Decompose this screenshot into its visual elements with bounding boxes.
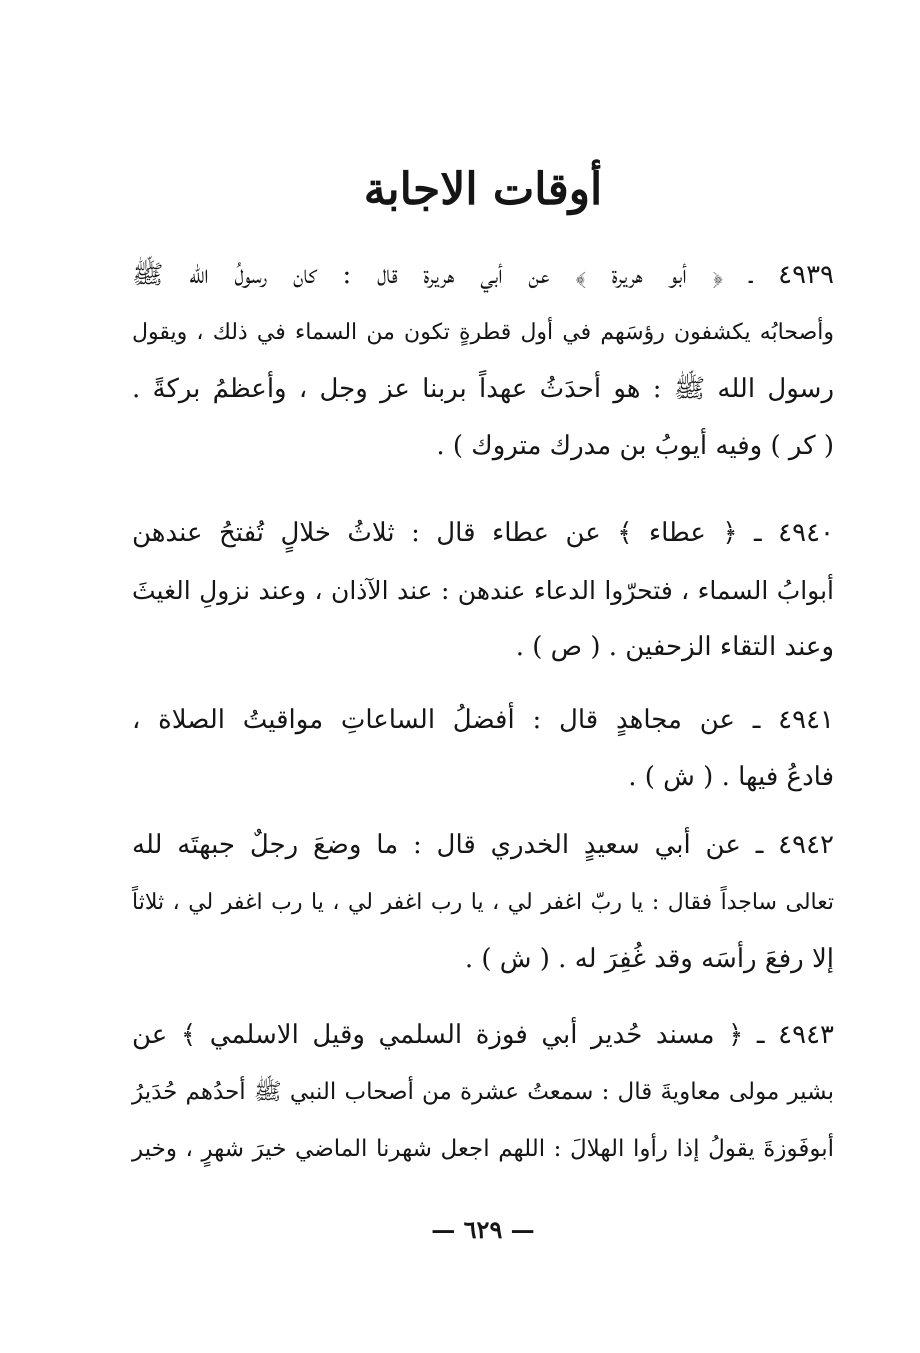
hadith-entry-4940 [132, 505, 834, 676]
page-number: — ٦٢٩ — [431, 1215, 535, 1244]
text-line: بشير مولى معاويةَ قال : سمعتُ عشرة من أصحاب النبي ﷺ أحدُهم حُدَيرُ [132, 1079, 834, 1105]
text-line: إلا رفعَ رأسَه وقد غُفِرَ له . ( ش ) . [464, 944, 834, 974]
text-line: رسول الله ﷺ : هو أحدَثُ عهداً بربنا عز وجل ، وأعظمُ بركةً . [132, 374, 834, 404]
text-line: ٤٩٤١ ـ عن مجاهدٍ قال : أفضلُ الساعاتِ مواقيتُ الصلاة ، [132, 705, 834, 735]
page-title: أوقات الاجابة [363, 164, 603, 215]
text-line: وعند التقاء الزحفين . ( ص ) . [515, 632, 834, 662]
text-line: تعالى ساجداً فقال : يا ربّ اغفر لي ، يا رب اغفر لي ، يا رب اغفر لي ، ثلاثاً [132, 890, 834, 915]
text-line: أبوابُ السماء ، فتحرّوا الدعاء عندهن : عند الآذان ، وعند نزولِ الغيثَ [132, 576, 834, 605]
text-line: ٤٩٣٩ ـ ﴿ أبو هريرة ﴾ عن أبي هريرة قال : كان رسولُ الله ﷺ [132, 260, 834, 290]
text-line: أبوفَوزةَ يقولُ إذا رأوا الهلالَ : اللهم اجعل شهرنا الماضي خيرَ شهرٍ ، وخير [132, 1136, 834, 1162]
text-line: ٤٩٤٢ ـ عن أبي سعيدٍ الخدري قال : ما وضعَ رجلٌ جبهتَه لله [132, 830, 834, 860]
hadith-entry-4942 [132, 817, 834, 988]
text-line: وأصحابُه يكشفون رؤسَهم في أول قطرةٍ تكون من السماء في ذلك ، ويقول [132, 320, 834, 345]
hadith-entry-4941 [132, 692, 834, 806]
text-line: ٤٩٤٣ ـ ﴿ مسند حُدير أبي فوزة السلمي وقيل الاسلمي ﴾ عن [132, 1020, 834, 1050]
hadith-entry-4939 [132, 247, 834, 475]
hadith-entry-4943 [132, 1007, 834, 1178]
text-line: فادعُ فيها . ( ش ) . [628, 762, 834, 792]
document-page [132, 0, 834, 1353]
text-line: ( كر ) وفيه أيوبُ بن مدرك متروك ) . [436, 431, 834, 461]
text-line: ٤٩٤٠ ـ ﴿ عطاء ﴾ عن عطاء قال : ثلاثُ خلالٍ تُفتحُ عندهن [132, 518, 834, 548]
